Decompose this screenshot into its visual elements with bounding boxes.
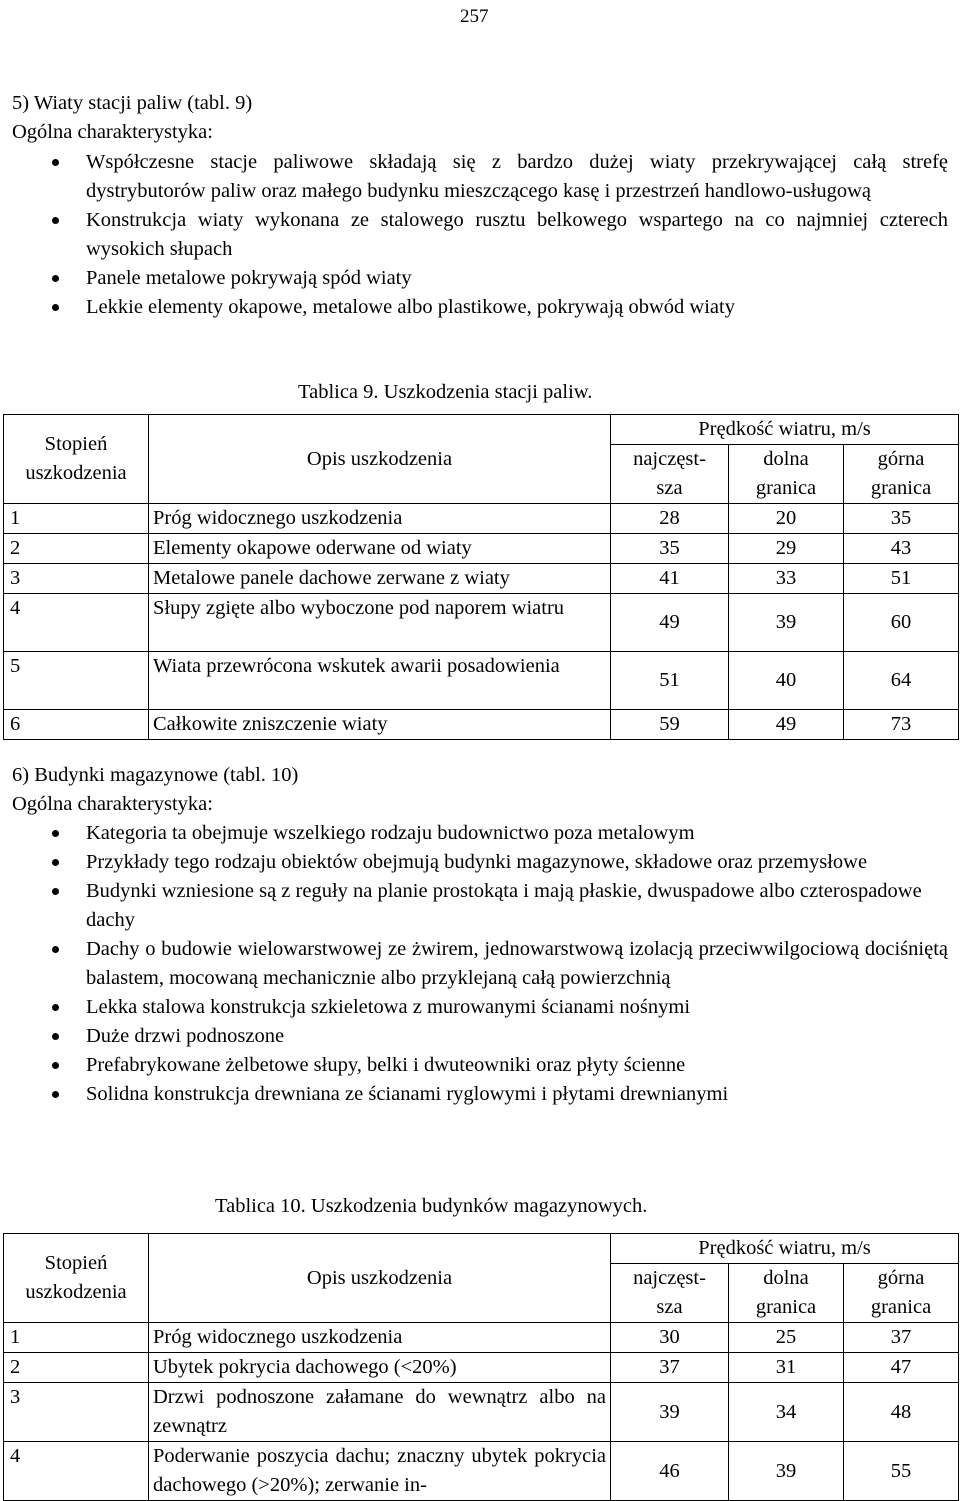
- cell-level: 1: [4, 504, 149, 534]
- cell-description: Całkowite zniszczenie wiaty: [149, 710, 611, 740]
- table-row: [4, 564, 959, 594]
- cell-level: 3: [4, 1383, 149, 1442]
- cell-description: Słupy zgięte albo wyboczone pod naporem wiatru: [149, 594, 611, 652]
- header-upper-bound: górna granica: [844, 1264, 959, 1323]
- header-damage-level: Stopień uszkodzenia: [4, 1234, 149, 1323]
- cell-lower: 29: [729, 534, 844, 564]
- bullet-text: Budynki wzniesione są z reguły na planie prostokąta i mają płaskie, dwuspadowe albo czterospadowe dachy: [86, 880, 922, 931]
- bullet-icon: [52, 275, 59, 282]
- list-item: [0, 293, 948, 322]
- list-item: [0, 264, 948, 293]
- section-6-subheading: Ogólna charakterystyka:: [12, 793, 213, 815]
- cell-upper: 51: [844, 564, 959, 594]
- bullet-icon: [52, 1062, 59, 1069]
- list-item: [0, 1080, 948, 1109]
- header-most-frequent: najczęst- sza: [611, 1264, 729, 1323]
- cell-most-frequent: 49: [611, 594, 729, 652]
- bullet-icon: [52, 1091, 59, 1098]
- cell-most-frequent: 39: [611, 1383, 729, 1442]
- cell-upper: 37: [844, 1323, 959, 1353]
- cell-lower: 34: [729, 1383, 844, 1442]
- cell-most-frequent: 46: [611, 1442, 729, 1501]
- bullet-icon: [52, 830, 59, 837]
- bullet-icon: [52, 1033, 59, 1040]
- section-6-bullet-list: [0, 819, 948, 1109]
- header-wind-speed: Prędkość wiatru, m/s: [611, 415, 959, 445]
- table-row: [4, 1442, 959, 1501]
- cell-description: Ubytek pokrycia dachowego (<20%): [149, 1353, 611, 1383]
- bullet-text: Lekkie elementy okapowe, metalowe albo plastikowe, pokrywają obwód wiaty: [86, 296, 735, 318]
- header-lower-bound: dolna granica: [729, 445, 844, 504]
- cell-lower: 49: [729, 710, 844, 740]
- list-item: [0, 1022, 948, 1051]
- cell-level: 2: [4, 534, 149, 564]
- list-item: [0, 993, 948, 1022]
- table-row: [4, 710, 959, 740]
- bullet-text: Przykłady tego rodzaju obiektów obejmują budynki magazynowe, składowe oraz przemysłowe: [86, 851, 868, 873]
- cell-level: 2: [4, 1353, 149, 1383]
- list-item: [0, 877, 948, 935]
- bullet-icon: [52, 159, 59, 166]
- cell-most-frequent: 41: [611, 564, 729, 594]
- bullet-text: Dachy o budowie wielowarstwowej ze żwirem, jednowarstwową izolacją przeciwwilgociową dociśniętą balastem, mocowaną mechanicznie albo przyklejaną całą powierzchnią: [86, 938, 948, 989]
- table-10-caption: Tablica 10. Uszkodzenia budynków magazynowych.: [215, 1195, 648, 1217]
- cell-description: Elementy okapowe oderwane od wiaty: [149, 534, 611, 564]
- cell-lower: 40: [729, 652, 844, 710]
- section-5-heading: 5) Wiaty stacji paliw (tabl. 9): [12, 92, 253, 114]
- header-lower-bound: dolna granica: [729, 1264, 844, 1323]
- cell-level: 5: [4, 652, 149, 710]
- cell-lower: 39: [729, 594, 844, 652]
- cell-most-frequent: 59: [611, 710, 729, 740]
- table-row: [4, 652, 959, 710]
- table-row: [4, 1353, 959, 1383]
- bullet-icon: [52, 946, 59, 953]
- header-description: Opis uszkodzenia: [149, 415, 611, 504]
- cell-upper: 43: [844, 534, 959, 564]
- cell-lower: 33: [729, 564, 844, 594]
- cell-upper: 48: [844, 1383, 959, 1442]
- table-9: [3, 414, 959, 740]
- bullet-text: Duże drzwi podnoszone: [86, 1025, 285, 1047]
- bullet-text: Lekka stalowa konstrukcja szkieletowa z murowanymi ścianami nośnymi: [86, 996, 691, 1018]
- bullet-text: Konstrukcja wiaty wykonana ze stalowego rusztu belkowego wspartego na co najmniej czterech wysokich słupach: [86, 209, 948, 260]
- section-5-bullet-list: [0, 148, 948, 322]
- list-item: [0, 1051, 948, 1080]
- cell-upper: 73: [844, 710, 959, 740]
- bullet-text: Prefabrykowane żelbetowe słupy, belki i dwuteowniki oraz płyty ścienne: [86, 1054, 686, 1076]
- table-row: [4, 1323, 959, 1353]
- table-10: [3, 1233, 959, 1501]
- cell-description: Drzwi podnoszone załamane do wewnątrz albo na zewnątrz: [149, 1383, 611, 1442]
- bullet-text: Współczesne stacje paliwowe składają się z bardzo dużej wiaty przekrywającej całą strefę dystrybutorów paliw oraz małego budynku mieszczącego kasę i przestrzeń handlowo-usługową: [86, 151, 948, 202]
- bullet-icon: [52, 888, 59, 895]
- header-description: Opis uszkodzenia: [149, 1234, 611, 1323]
- table-row: [4, 534, 959, 564]
- header-upper-bound: górna granica: [844, 445, 959, 504]
- cell-upper: 47: [844, 1353, 959, 1383]
- section-5-subheading: Ogólna charakterystyka:: [12, 121, 213, 143]
- cell-level: 4: [4, 594, 149, 652]
- header-damage-level: Stopień uszkodzenia: [4, 415, 149, 504]
- bullet-icon: [52, 1004, 59, 1011]
- bullet-icon: [52, 217, 59, 224]
- section-6-heading: 6) Budynki magazynowe (tabl. 10): [12, 764, 299, 786]
- table-row: [4, 1383, 959, 1442]
- bullet-icon: [52, 304, 59, 311]
- cell-upper: 35: [844, 504, 959, 534]
- cell-lower: 20: [729, 504, 844, 534]
- cell-description: Wiata przewrócona wskutek awarii posadowienia: [149, 652, 611, 710]
- cell-most-frequent: 37: [611, 1353, 729, 1383]
- cell-level: 1: [4, 1323, 149, 1353]
- cell-most-frequent: 28: [611, 504, 729, 534]
- cell-level: 3: [4, 564, 149, 594]
- cell-description: Próg widocznego uszkodzenia: [149, 504, 611, 534]
- bullet-text: Kategoria ta obejmuje wszelkiego rodzaju budownictwo poza metalowym: [86, 822, 695, 844]
- cell-most-frequent: 35: [611, 534, 729, 564]
- cell-description: Metalowe panele dachowe zerwane z wiaty: [149, 564, 611, 594]
- cell-most-frequent: 51: [611, 652, 729, 710]
- cell-upper: 64: [844, 652, 959, 710]
- list-item: [0, 935, 948, 993]
- table-row: [4, 504, 959, 534]
- cell-upper: 55: [844, 1442, 959, 1501]
- cell-upper: 60: [844, 594, 959, 652]
- cell-most-frequent: 30: [611, 1323, 729, 1353]
- header-wind-speed: Prędkość wiatru, m/s: [611, 1234, 959, 1264]
- page-number: 257: [460, 6, 489, 27]
- cell-level: 4: [4, 1442, 149, 1501]
- cell-description: Próg widocznego uszkodzenia: [149, 1323, 611, 1353]
- list-item: [0, 148, 948, 206]
- list-item: [0, 819, 948, 848]
- list-item: [0, 848, 948, 877]
- table-9-caption: Tablica 9. Uszkodzenia stacji paliw.: [298, 381, 593, 403]
- cell-lower: 31: [729, 1353, 844, 1383]
- cell-level: 6: [4, 710, 149, 740]
- list-item: [0, 206, 948, 264]
- bullet-text: Panele metalowe pokrywają spód wiaty: [86, 267, 412, 289]
- bullet-icon: [52, 859, 59, 866]
- cell-lower: 25: [729, 1323, 844, 1353]
- bullet-text: Solidna konstrukcja drewniana ze ścianami ryglowymi i płytami drewnianymi: [86, 1083, 729, 1105]
- header-most-frequent: najczęst- sza: [611, 445, 729, 504]
- cell-lower: 39: [729, 1442, 844, 1501]
- table-row: [4, 594, 959, 652]
- cell-description: Poderwanie poszycia dachu; znaczny ubytek pokrycia dachowego (>20%); zerwanie in-: [149, 1442, 611, 1501]
